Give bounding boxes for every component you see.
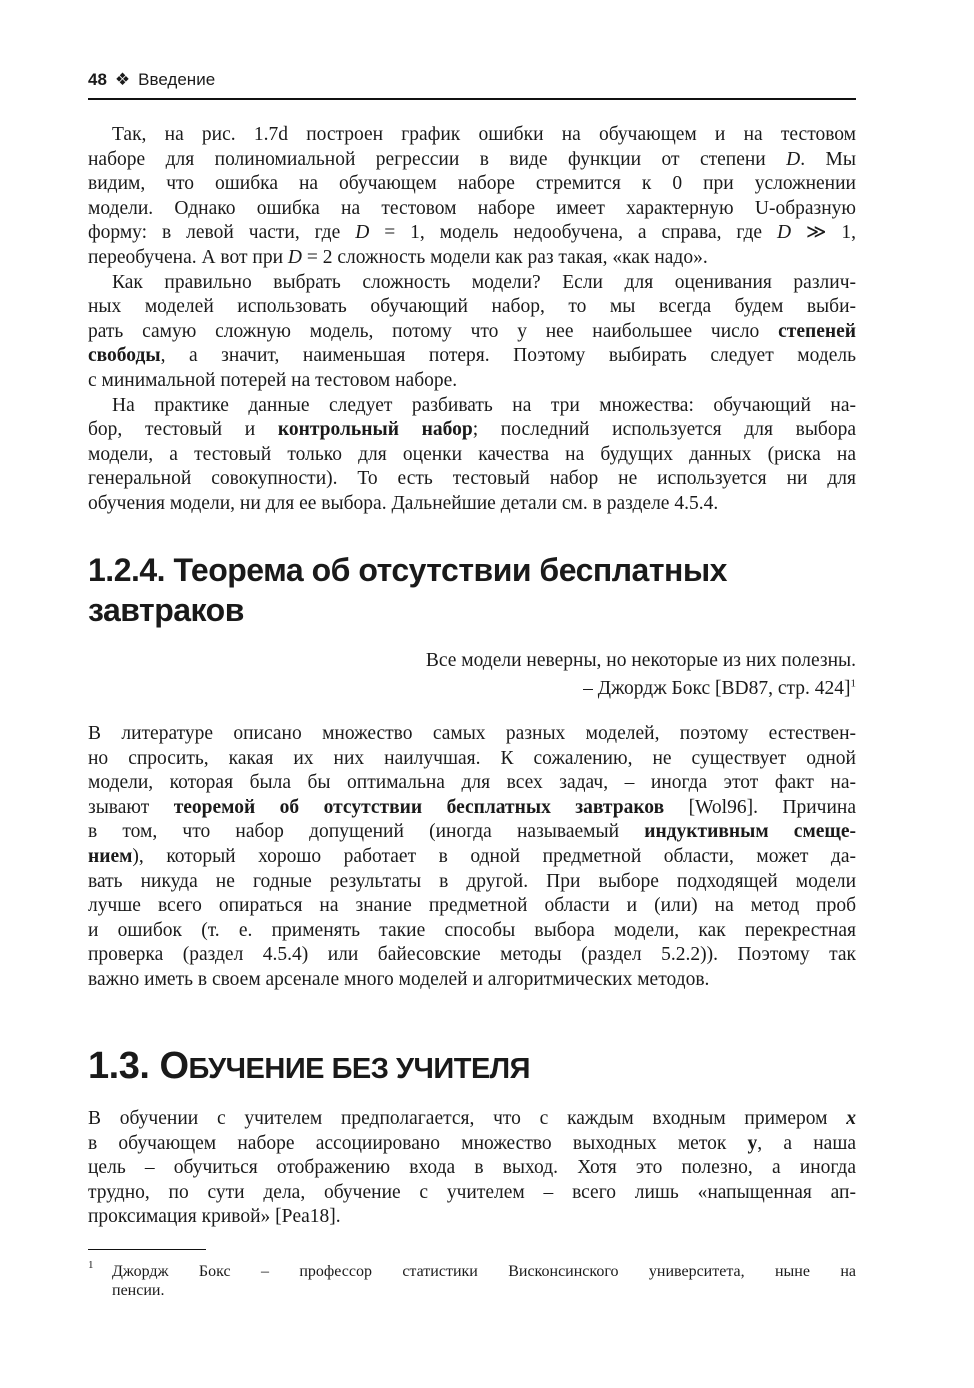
text-line — [88, 221, 856, 246]
bold-term: контрольный набор — [277, 419, 473, 441]
text-segment: D — [786, 148, 801, 170]
bold-term: нием — [88, 845, 133, 867]
text-segment: рать самую сложную модель, потому что у нее наибольшее число — [88, 320, 779, 342]
text-segment: = 1, модель недообучена, а справа, где — [369, 222, 777, 244]
ornament-icon: ❖ — [114, 70, 131, 89]
text-line — [88, 394, 856, 419]
text-segment: модели, а тестовый только для оценки качества на будущих данных (риска на — [88, 443, 856, 465]
epigraph-attribution — [88, 677, 856, 702]
text-line — [88, 722, 856, 747]
running-header — [88, 70, 856, 100]
text-segment: [Wol96]. Причина — [664, 796, 856, 818]
text-segment: с минимальной потерей на тестовом наборе. — [88, 369, 458, 391]
heading-line: завтраков — [88, 592, 244, 628]
text-segment: D — [355, 222, 370, 244]
text-line — [88, 845, 856, 870]
footnote-ref[interactable]: 1 — [850, 677, 856, 690]
text-segment: В обучении с учителем предполагается, что с каждым входным примером — [88, 1108, 847, 1129]
text-line — [88, 148, 856, 173]
text-segment: и ошибок (т. е. применять такие способы выбора модели, как перекрестная — [88, 919, 856, 941]
heading-cap: О — [159, 1045, 189, 1087]
text-segment: переобучена. А вот при — [88, 246, 288, 268]
text-line — [88, 747, 856, 772]
text-segment: ; последний используется для выбора — [472, 419, 856, 441]
text-line — [88, 1205, 856, 1230]
footnote-divider — [88, 1249, 206, 1250]
text-line — [88, 492, 856, 517]
text-segment: но спросить, какая их них наилучшая. К сожалению, не существует одной — [88, 747, 856, 769]
text-segment: . Мы — [800, 148, 856, 170]
text-segment: бор, тестовый и — [88, 419, 278, 441]
text-line — [88, 968, 856, 993]
text-line — [88, 919, 856, 944]
text-line — [88, 295, 856, 320]
page-number: 48 — [88, 70, 107, 89]
text-line — [88, 467, 856, 492]
text-line — [88, 443, 856, 468]
text-line — [88, 1107, 856, 1132]
footnote-mark: 1 — [88, 1259, 94, 1271]
text-segment: На практике данные следует разбивать на три множества: обучающий на- — [112, 394, 856, 416]
text-line — [88, 894, 856, 919]
text-segment: в том, что набор допущений (иногда называемый — [88, 821, 645, 843]
heading-rest: БУЧЕНИЕ БЕЗ УЧИТЕЛЯ — [188, 1053, 531, 1085]
text-segment: цель – обучиться отображению входа в выход. Хотя это полезно, а иногда — [88, 1157, 856, 1179]
bold-term: теоремой об отсутствии бесплатных завтраков — [173, 796, 665, 818]
text-segment: трудно, по сути дела, обучение с учителем – всего лишь «напыщенная ап- — [88, 1181, 856, 1203]
text-segment: видим, что ошибка на обучающем наборе стремится к 0 при усложнении — [88, 173, 856, 195]
heading-number: 1.3. — [88, 1045, 160, 1087]
footnote — [88, 1259, 856, 1300]
text-line — [88, 1132, 856, 1157]
text-segment: Так, на рис. 1.7d построен график ошибки на обучающем и на тестовом — [112, 124, 856, 145]
text-segment: , а значит, наименьшая потеря. Поэтому выбирать следует модель — [160, 345, 856, 367]
text-segment: , а наша — [757, 1132, 857, 1154]
epigraph-quote: Все модели неверны, но некоторые из них полезны. — [425, 650, 856, 671]
text-segment: D — [287, 246, 302, 268]
text-segment: В литературе описано множество самых разных моделей, поэтому естествен- — [88, 723, 856, 744]
text-segment: Как правильно выбрать сложность модели? Если для оценивания различ- — [112, 271, 856, 293]
epigraph — [88, 649, 856, 701]
text-segment: важно иметь в своем арсенале много моделей и алгоритмических методов. — [88, 968, 710, 990]
body-text-unsupervised — [88, 1107, 856, 1230]
section-heading-1-3 — [88, 1042, 530, 1093]
body-text-intro — [88, 123, 856, 517]
text-line — [88, 320, 856, 345]
text-segment: наборе для полиномиальной регрессии в виде функции от степени — [88, 148, 787, 170]
text-line — [88, 246, 856, 271]
section-heading-1-2-4 — [88, 550, 727, 630]
heading-line: 1.2.4. Теорема об отсутствии бесплатных — [88, 552, 727, 588]
text-segment: D — [776, 222, 792, 244]
text-segment: зывают — [88, 796, 174, 818]
text-line — [88, 943, 856, 968]
text-line — [88, 123, 856, 148]
text-line — [88, 1156, 856, 1181]
text-segment: генеральной совокупности). То есть тестовый набор не используется ни для — [88, 468, 856, 490]
text-line — [88, 369, 856, 394]
text-line — [88, 820, 856, 845]
text-line — [88, 1181, 856, 1206]
text-line — [88, 418, 856, 443]
bold-term: x — [846, 1108, 856, 1129]
text-line — [88, 771, 856, 796]
text-segment: проксимация кривой» [Pea18]. — [88, 1206, 341, 1228]
text-segment: ≫ 1, — [791, 222, 856, 244]
text-line — [88, 197, 856, 222]
bold-term: индуктивным смеще- — [644, 821, 856, 843]
text-segment: модели. Однако ошибка на тестовом наборе имеет характерную U-образную — [88, 197, 856, 219]
text-segment: ), который хорошо работает в одной предметной области, может да- — [132, 845, 856, 867]
text-segment: обучения модели, ни для ее выбора. Дальнейшие детали см. в разделе 4.5.4. — [88, 492, 719, 514]
footnote-line: пенсии. — [112, 1282, 165, 1299]
body-text-no-free-lunch — [88, 722, 856, 993]
text-segment: проверка (раздел 4.5.4) или байесовские методы (раздел 5.2.2)). Поэтому так — [88, 944, 856, 966]
text-line — [88, 271, 856, 296]
text-segment: лучше всего опираться на знание предметной области и (или) на метод проб — [88, 895, 856, 917]
footnote-line: Джордж Бокс – профессор статистики Висконсинского университета, ныне на — [112, 1263, 856, 1280]
text-segment: форму: в левой части, где — [88, 222, 356, 244]
text-line — [88, 796, 856, 821]
text-segment: модели, которая была бы оптимальна для всех задач, – иногда этот факт на- — [88, 772, 856, 794]
bold-term: свободы — [88, 345, 161, 367]
bold-term: степеней — [778, 320, 856, 342]
text-segment: ных моделей использовать обучающий набор, то мы всегда будем выби- — [88, 296, 856, 318]
text-line — [88, 870, 856, 895]
text-segment: в обучающем наборе ассоциировано множество выходных меток — [88, 1132, 748, 1154]
text-segment: вать никуда не годные результаты в другой. При выборе подходящей модели — [88, 870, 856, 892]
running-header-section: Введение — [138, 70, 216, 89]
text-line — [88, 344, 856, 369]
bold-term: y — [747, 1132, 758, 1154]
text-line — [88, 172, 856, 197]
attribution-text: – Джордж Бокс [BD87, стр. 424] — [583, 677, 851, 699]
text-segment: = 2 сложность модели как раз такая, «как надо». — [302, 246, 708, 268]
